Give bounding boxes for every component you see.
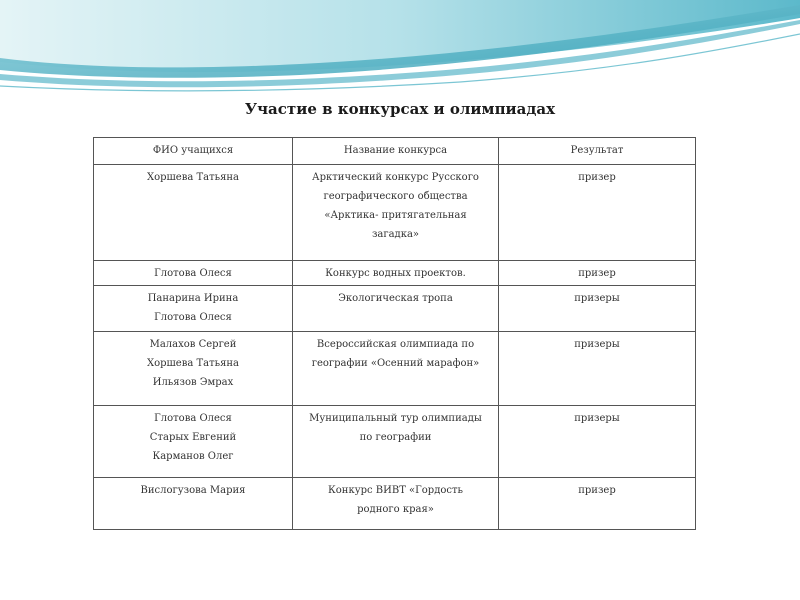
header-result: Результат: [499, 138, 696, 165]
student-names-cell: [94, 406, 293, 478]
result-cell: призеры: [499, 332, 696, 406]
header-contest-name: Название конкурса: [293, 138, 499, 165]
result-cell: призеры: [499, 286, 696, 332]
contest-line: Муниципальный тур олимпиады: [309, 413, 482, 424]
contest-cell: [293, 261, 499, 286]
table-row: [94, 286, 696, 332]
result-cell: призеры: [499, 406, 696, 478]
contest-line: «Арктика- притягательная: [324, 210, 467, 221]
contest-line: географического общества: [323, 191, 468, 202]
table-row: [94, 261, 696, 286]
student-name: Старых Евгений: [149, 432, 237, 443]
contest-line: географии «Осенний марафон»: [311, 358, 480, 369]
result-cell: призер: [499, 478, 696, 530]
contest-line: Экологическая тропа: [338, 293, 453, 304]
contest-line: загадка»: [371, 229, 420, 240]
contest-cell: [293, 406, 499, 478]
contest-cell: [293, 478, 499, 530]
student-name: Глотова Олеся: [154, 413, 232, 424]
table-header-row: [94, 138, 696, 165]
header-student-name: ФИО учащихся: [94, 138, 293, 165]
student-name: Панарина Ирина: [147, 293, 239, 304]
student-names-cell: [94, 261, 293, 286]
table-row: [94, 406, 696, 478]
result-cell: призер: [499, 165, 696, 261]
contest-line: Арктический конкурс Русского: [312, 172, 479, 183]
student-names-cell: [94, 286, 293, 332]
student-names-cell: [94, 478, 293, 530]
table-row: [94, 478, 696, 530]
student-name: Вислогузова Мария: [140, 485, 246, 496]
contest-line: родного края»: [357, 504, 434, 515]
contest-table: [93, 137, 696, 530]
contest-line: Конкурс ВИВТ «Гордость: [328, 485, 463, 496]
table-row: [94, 332, 696, 406]
student-names-cell: [94, 165, 293, 261]
contest-line: Конкурс водных проектов.: [325, 268, 466, 279]
result-cell: призер: [499, 261, 696, 286]
student-name: Глотова Олеся: [154, 268, 232, 279]
contest-cell: [293, 165, 499, 261]
student-name: Малахов Сергей: [149, 339, 237, 350]
decorative-wave-banner: [0, 0, 800, 95]
page-title: [0, 100, 800, 118]
student-names-cell: [94, 332, 293, 406]
student-name: Ильязов Эмрах: [152, 377, 234, 388]
student-name: Глотова Олеся: [154, 312, 232, 323]
contest-cell: [293, 332, 499, 406]
student-name: Хоршева Татьяна: [146, 358, 240, 369]
student-name: Хоршева Татьяна: [146, 172, 240, 183]
contest-line: Всероссийская олимпиада по: [316, 339, 475, 350]
table-row: [94, 165, 696, 261]
page-title-text: Участие в конкурсах и олимпиадах: [244, 100, 556, 118]
student-name: Карманов Олег: [152, 451, 234, 462]
contest-line: по географии: [359, 432, 432, 443]
contest-cell: [293, 286, 499, 332]
